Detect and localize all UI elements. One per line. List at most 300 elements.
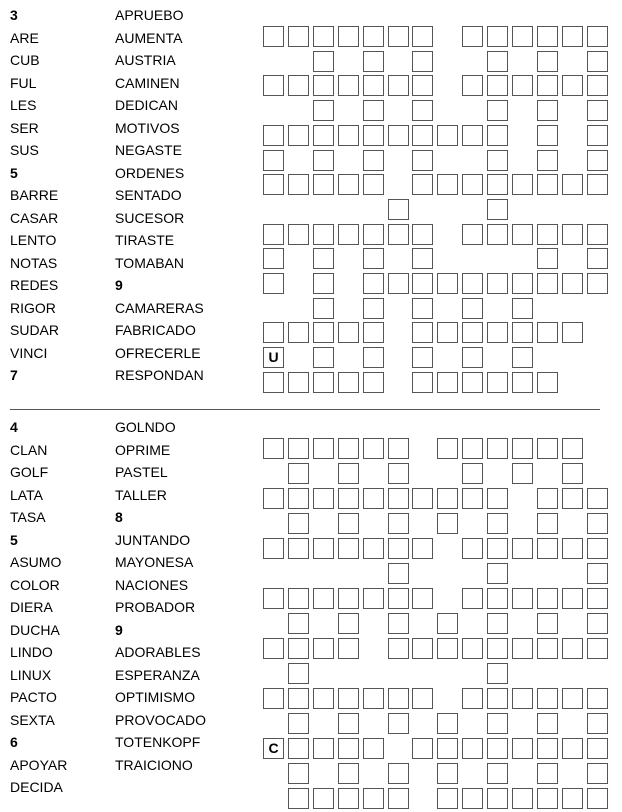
crossword-cell[interactable]	[363, 125, 384, 146]
crossword-cell[interactable]	[487, 150, 508, 171]
crossword-cell[interactable]	[437, 788, 458, 809]
crossword-cell[interactable]	[313, 224, 334, 245]
crossword-cell[interactable]	[388, 125, 409, 146]
crossword-cell[interactable]	[313, 100, 334, 121]
crossword-cell[interactable]	[412, 738, 433, 759]
crossword-cell[interactable]	[537, 438, 558, 459]
word-entry: TIRASTE	[115, 232, 175, 248]
crossword-cell[interactable]	[512, 174, 533, 195]
crossword-cell[interactable]	[462, 638, 483, 659]
crossword-cell[interactable]	[313, 538, 334, 559]
crossword-cell[interactable]	[487, 51, 508, 72]
crossword-cell[interactable]	[263, 174, 284, 195]
crossword-cell[interactable]	[313, 174, 334, 195]
crossword-cell[interactable]	[412, 688, 433, 709]
crossword-cell[interactable]	[487, 224, 508, 245]
crossword-cell[interactable]	[587, 125, 608, 146]
crossword-cell[interactable]	[288, 713, 309, 734]
crossword-cell[interactable]	[338, 738, 359, 759]
crossword-cell[interactable]	[388, 513, 409, 534]
crossword-cell[interactable]	[537, 613, 558, 634]
word-entry: DEDICAN	[115, 97, 179, 113]
crossword-cell[interactable]	[313, 322, 334, 343]
crossword-cell[interactable]	[313, 347, 334, 368]
crossword-cell[interactable]	[562, 75, 583, 96]
crossword-cell[interactable]	[388, 463, 409, 484]
crossword-cell[interactable]	[462, 26, 483, 47]
crossword-cell[interactable]	[562, 788, 583, 809]
crossword-cell[interactable]	[263, 688, 284, 709]
crossword-cell[interactable]	[562, 588, 583, 609]
crossword-cell[interactable]	[462, 788, 483, 809]
crossword-cell[interactable]	[363, 75, 384, 96]
crossword-cell[interactable]	[587, 613, 608, 634]
crossword-cell[interactable]	[263, 75, 284, 96]
crossword-cell[interactable]	[562, 738, 583, 759]
crossword-cell[interactable]	[288, 75, 309, 96]
crossword-cell[interactable]	[263, 150, 284, 171]
crossword-cell[interactable]	[263, 125, 284, 146]
word-entry: LINUX	[10, 666, 52, 683]
crossword-cell[interactable]	[512, 538, 533, 559]
word-entry: ARE	[10, 29, 39, 46]
crossword-cell[interactable]	[537, 788, 558, 809]
crossword-cell[interactable]	[263, 488, 284, 509]
crossword-cell[interactable]	[412, 638, 433, 659]
crossword-cell[interactable]	[412, 150, 433, 171]
crossword-cell[interactable]	[388, 488, 409, 509]
crossword-cell[interactable]	[487, 638, 508, 659]
crossword-cell[interactable]	[587, 174, 608, 195]
word-entry: FUL	[10, 74, 37, 91]
crossword-cell[interactable]	[537, 372, 558, 393]
crossword-cell[interactable]	[412, 174, 433, 195]
crossword-cell[interactable]	[338, 688, 359, 709]
crossword-cell[interactable]	[363, 588, 384, 609]
crossword-cell[interactable]	[288, 438, 309, 459]
crossword-cell[interactable]	[263, 438, 284, 459]
crossword-cell[interactable]	[338, 174, 359, 195]
crossword-cell[interactable]	[388, 788, 409, 809]
crossword-cell[interactable]	[537, 322, 558, 343]
crossword-cell[interactable]	[338, 538, 359, 559]
crossword-cell[interactable]	[487, 588, 508, 609]
crossword-cell[interactable]	[512, 273, 533, 294]
crossword-cell[interactable]	[437, 488, 458, 509]
crossword-cell[interactable]	[537, 125, 558, 146]
crossword-cell[interactable]	[462, 463, 483, 484]
crossword-cell[interactable]	[338, 438, 359, 459]
crossword-cell[interactable]	[487, 613, 508, 634]
crossword-cell[interactable]	[487, 663, 508, 684]
crossword-cell[interactable]	[512, 688, 533, 709]
crossword-cell[interactable]	[462, 488, 483, 509]
crossword-cell[interactable]	[537, 75, 558, 96]
crossword-cell[interactable]	[537, 488, 558, 509]
crossword-cell[interactable]	[313, 248, 334, 269]
crossword-cell[interactable]	[338, 588, 359, 609]
crossword-cell[interactable]	[412, 347, 433, 368]
crossword-cell[interactable]	[537, 638, 558, 659]
crossword-cell[interactable]	[487, 372, 508, 393]
crossword-cell[interactable]	[487, 738, 508, 759]
crossword-cell[interactable]	[437, 713, 458, 734]
word-length-header: 4	[10, 419, 18, 435]
crossword-cell[interactable]	[437, 613, 458, 634]
crossword-cell[interactable]	[487, 75, 508, 96]
crossword-cell[interactable]	[412, 100, 433, 121]
crossword-cell[interactable]	[587, 26, 608, 47]
crossword-cell[interactable]	[412, 224, 433, 245]
crossword-cell[interactable]	[537, 174, 558, 195]
crossword-cell[interactable]	[587, 563, 608, 584]
crossword-cell[interactable]	[487, 174, 508, 195]
crossword-cell[interactable]	[363, 150, 384, 171]
crossword-cell[interactable]	[587, 713, 608, 734]
crossword-cell[interactable]	[487, 763, 508, 784]
crossword-cell[interactable]	[363, 26, 384, 47]
crossword-cell[interactable]	[288, 738, 309, 759]
crossword-cell[interactable]	[487, 26, 508, 47]
crossword-cell[interactable]	[363, 51, 384, 72]
crossword-cell[interactable]	[288, 638, 309, 659]
crossword-cell[interactable]	[462, 538, 483, 559]
crossword-cell[interactable]	[587, 738, 608, 759]
crossword-cell[interactable]	[537, 150, 558, 171]
crossword-cell[interactable]	[487, 788, 508, 809]
crossword-cell[interactable]	[363, 224, 384, 245]
crossword-cell[interactable]	[562, 538, 583, 559]
crossword-cell[interactable]	[537, 51, 558, 72]
crossword-cell[interactable]	[437, 438, 458, 459]
crossword-cell[interactable]	[288, 763, 309, 784]
crossword-cell[interactable]	[313, 438, 334, 459]
crossword-cell[interactable]	[338, 224, 359, 245]
crossword-cell[interactable]	[313, 125, 334, 146]
crossword-cell[interactable]	[587, 788, 608, 809]
crossword-cell[interactable]	[288, 372, 309, 393]
word-list-column-2	[115, 4, 204, 387]
crossword-cell[interactable]	[363, 100, 384, 121]
crossword-cell[interactable]	[313, 150, 334, 171]
crossword-cell[interactable]	[338, 372, 359, 393]
crossword-cell[interactable]	[562, 26, 583, 47]
crossword-cell[interactable]	[363, 273, 384, 294]
crossword-cell[interactable]	[338, 788, 359, 809]
crossword-cell[interactable]	[512, 26, 533, 47]
crossword-cell[interactable]	[462, 738, 483, 759]
word-entry: REDES	[10, 277, 59, 293]
crossword-cell[interactable]	[512, 372, 533, 393]
crossword-cell[interactable]	[313, 638, 334, 659]
crossword-cell[interactable]	[288, 174, 309, 195]
crossword-cell[interactable]	[313, 51, 334, 72]
crossword-cell[interactable]	[437, 763, 458, 784]
crossword-cell[interactable]	[537, 713, 558, 734]
crossword-cell[interactable]	[412, 538, 433, 559]
crossword-cell[interactable]	[462, 588, 483, 609]
crossword-cell[interactable]	[363, 322, 384, 343]
crossword-cell[interactable]	[388, 638, 409, 659]
crossword-cell[interactable]	[487, 125, 508, 146]
word-list-column-2	[115, 416, 206, 776]
crossword-cell[interactable]	[288, 488, 309, 509]
crossword-cell[interactable]	[388, 763, 409, 784]
crossword-cell[interactable]	[587, 100, 608, 121]
crossword-cell[interactable]	[388, 273, 409, 294]
crossword-cell[interactable]	[388, 26, 409, 47]
crossword-cell[interactable]	[338, 613, 359, 634]
word-length-header: 9	[115, 277, 123, 293]
crossword-cell[interactable]	[412, 372, 433, 393]
word-entry: RESPONDAN	[115, 367, 204, 383]
crossword-cell[interactable]	[437, 174, 458, 195]
crossword-cell[interactable]	[263, 322, 284, 343]
crossword-cell[interactable]	[288, 513, 309, 534]
crossword-cell[interactable]	[338, 463, 359, 484]
crossword-cell[interactable]	[512, 588, 533, 609]
crossword-cell[interactable]	[363, 738, 384, 759]
crossword-cell[interactable]	[288, 788, 309, 809]
crossword-cell[interactable]	[412, 588, 433, 609]
crossword-cell[interactable]	[487, 322, 508, 343]
crossword-cell[interactable]	[487, 538, 508, 559]
crossword-cell[interactable]	[288, 463, 309, 484]
crossword-cell[interactable]	[487, 488, 508, 509]
crossword-cell[interactable]	[313, 273, 334, 294]
crossword-cell[interactable]	[288, 663, 309, 684]
crossword-cell[interactable]	[587, 488, 608, 509]
crossword-cell[interactable]	[388, 199, 409, 220]
crossword-cell[interactable]	[288, 125, 309, 146]
crossword-cell[interactable]	[512, 788, 533, 809]
crossword-cell[interactable]	[562, 322, 583, 343]
crossword-cell[interactable]	[462, 298, 483, 319]
crossword-cell[interactable]	[487, 273, 508, 294]
crossword-cell[interactable]	[512, 75, 533, 96]
crossword-cell[interactable]	[462, 174, 483, 195]
crossword-cell[interactable]	[537, 538, 558, 559]
crossword-cell[interactable]	[313, 588, 334, 609]
crossword-cell[interactable]	[313, 488, 334, 509]
crossword-cell[interactable]	[363, 538, 384, 559]
crossword-cell[interactable]	[412, 51, 433, 72]
crossword-cell[interactable]	[288, 224, 309, 245]
crossword-cell[interactable]	[537, 26, 558, 47]
crossword-cell[interactable]	[412, 26, 433, 47]
crossword-cell[interactable]	[587, 248, 608, 269]
crossword-cell[interactable]	[437, 273, 458, 294]
crossword-cell[interactable]	[288, 26, 309, 47]
crossword-cell[interactable]	[338, 513, 359, 534]
crossword-cell[interactable]	[363, 788, 384, 809]
crossword-cell[interactable]	[587, 538, 608, 559]
crossword-cell[interactable]	[487, 513, 508, 534]
crossword-cell[interactable]	[562, 638, 583, 659]
crossword-cell[interactable]	[263, 224, 284, 245]
crossword-cell[interactable]	[388, 688, 409, 709]
crossword-cell[interactable]	[512, 298, 533, 319]
crossword-cell[interactable]	[562, 688, 583, 709]
crossword-cell[interactable]	[462, 438, 483, 459]
crossword-cell[interactable]	[288, 538, 309, 559]
crossword-cell[interactable]	[412, 273, 433, 294]
crossword-cell[interactable]	[288, 613, 309, 634]
crossword-cell[interactable]	[562, 273, 583, 294]
crossword-cell[interactable]	[388, 563, 409, 584]
crossword-cell[interactable]	[388, 588, 409, 609]
crossword-cell[interactable]	[412, 125, 433, 146]
crossword-cell[interactable]	[512, 224, 533, 245]
crossword-cell[interactable]	[313, 372, 334, 393]
crossword-cell[interactable]	[437, 322, 458, 343]
crossword-cell[interactable]	[437, 372, 458, 393]
crossword-cell[interactable]	[462, 224, 483, 245]
crossword-cell[interactable]	[363, 248, 384, 269]
crossword-cell[interactable]	[288, 322, 309, 343]
crossword-cell[interactable]	[313, 688, 334, 709]
crossword-cell[interactable]	[512, 438, 533, 459]
crossword-cell[interactable]	[537, 273, 558, 294]
crossword-cell[interactable]	[412, 248, 433, 269]
crossword-cell[interactable]	[437, 125, 458, 146]
crossword-cell[interactable]	[388, 613, 409, 634]
crossword-cell[interactable]	[537, 224, 558, 245]
crossword-cell[interactable]	[462, 347, 483, 368]
crossword-cell[interactable]	[512, 347, 533, 368]
crossword-cell[interactable]	[363, 174, 384, 195]
crossword-cell[interactable]	[363, 347, 384, 368]
crossword-cell[interactable]	[562, 438, 583, 459]
crossword-cell[interactable]	[537, 248, 558, 269]
crossword-cell[interactable]	[562, 463, 583, 484]
word-entry: PASTEL	[115, 464, 168, 480]
word-entry: CAMINEN	[115, 74, 180, 91]
crossword-cell[interactable]	[313, 738, 334, 759]
crossword-cell[interactable]	[562, 488, 583, 509]
crossword-cell[interactable]	[437, 638, 458, 659]
crossword-cell[interactable]	[512, 638, 533, 659]
crossword-cell[interactable]	[412, 322, 433, 343]
crossword-cell[interactable]	[537, 738, 558, 759]
crossword-cell[interactable]	[338, 638, 359, 659]
crossword-cell[interactable]	[512, 322, 533, 343]
word-entry: CLAN	[10, 441, 48, 458]
crossword-cell[interactable]	[462, 322, 483, 343]
crossword-cell[interactable]	[313, 75, 334, 96]
crossword-cell[interactable]	[537, 513, 558, 534]
crossword-cell[interactable]	[587, 51, 608, 72]
crossword-cell[interactable]	[437, 513, 458, 534]
crossword-cell[interactable]	[263, 638, 284, 659]
crossword-cell[interactable]	[537, 588, 558, 609]
crossword-cell[interactable]	[263, 248, 284, 269]
crossword-cell[interactable]	[388, 75, 409, 96]
crossword-cell[interactable]	[487, 199, 508, 220]
crossword-cell[interactable]	[462, 688, 483, 709]
crossword-cell[interactable]	[412, 75, 433, 96]
crossword-cell[interactable]	[587, 75, 608, 96]
crossword-cell[interactable]	[338, 488, 359, 509]
word-length-header: 5	[10, 531, 18, 548]
crossword-cell-filled[interactable]: C	[263, 738, 284, 759]
word-list-column-1	[10, 416, 67, 799]
word-entry: CUB	[10, 52, 40, 68]
crossword-cell[interactable]	[462, 273, 483, 294]
word-entry: OPRIME	[115, 441, 171, 458]
crossword-cell[interactable]	[363, 688, 384, 709]
crossword-cell[interactable]	[587, 588, 608, 609]
crossword-cell[interactable]	[338, 713, 359, 734]
crossword-cell[interactable]	[288, 688, 309, 709]
crossword-cell[interactable]	[388, 713, 409, 734]
crossword-cell[interactable]	[288, 588, 309, 609]
crossword-cell[interactable]	[363, 298, 384, 319]
crossword-cell[interactable]	[437, 738, 458, 759]
word-length-header: 8	[115, 509, 123, 525]
crossword-cell[interactable]	[487, 438, 508, 459]
crossword-cell[interactable]	[338, 763, 359, 784]
crossword-cell[interactable]	[263, 372, 284, 393]
crossword-cell[interactable]	[512, 738, 533, 759]
crossword-cell[interactable]	[487, 100, 508, 121]
crossword-cell[interactable]	[487, 563, 508, 584]
crossword-cell[interactable]	[363, 488, 384, 509]
crossword-cell[interactable]	[263, 588, 284, 609]
crossword-cell[interactable]	[587, 763, 608, 784]
crossword-cell[interactable]	[338, 322, 359, 343]
crossword-cell[interactable]	[338, 125, 359, 146]
crossword-cell[interactable]	[587, 150, 608, 171]
crossword-cell[interactable]	[587, 638, 608, 659]
crossword-cell[interactable]	[338, 75, 359, 96]
crossword-cell[interactable]	[388, 224, 409, 245]
crossword-cell[interactable]	[363, 438, 384, 459]
crossword-cell[interactable]	[462, 372, 483, 393]
crossword-cell[interactable]	[412, 298, 433, 319]
crossword-cell[interactable]	[263, 26, 284, 47]
crossword-cell[interactable]	[338, 26, 359, 47]
word-entry: SUS	[10, 142, 39, 158]
crossword-cell[interactable]	[587, 273, 608, 294]
crossword-cell[interactable]	[313, 26, 334, 47]
crossword-cell[interactable]	[313, 298, 334, 319]
crossword-cell[interactable]	[263, 273, 284, 294]
crossword-cell[interactable]	[537, 688, 558, 709]
crossword-cell[interactable]	[537, 100, 558, 121]
crossword-cell[interactable]	[462, 75, 483, 96]
crossword-cell[interactable]	[562, 224, 583, 245]
crossword-cell[interactable]	[263, 538, 284, 559]
crossword-cell[interactable]	[587, 513, 608, 534]
crossword-cell[interactable]	[487, 688, 508, 709]
crossword-cell[interactable]	[587, 688, 608, 709]
crossword-cell[interactable]	[412, 488, 433, 509]
crossword-cell[interactable]	[512, 463, 533, 484]
crossword-cell[interactable]	[562, 174, 583, 195]
crossword-cell[interactable]	[313, 788, 334, 809]
crossword-cell[interactable]	[537, 763, 558, 784]
crossword-cell[interactable]	[462, 125, 483, 146]
word-entry: ASUMO	[10, 554, 62, 570]
crossword-cell[interactable]	[487, 713, 508, 734]
crossword-cell-filled[interactable]: U	[263, 347, 284, 368]
crossword-cell[interactable]	[587, 224, 608, 245]
word-entry: AUMENTA	[115, 29, 183, 46]
crossword-cell[interactable]	[388, 438, 409, 459]
crossword-cell[interactable]	[363, 372, 384, 393]
crossword-cell[interactable]	[388, 538, 409, 559]
